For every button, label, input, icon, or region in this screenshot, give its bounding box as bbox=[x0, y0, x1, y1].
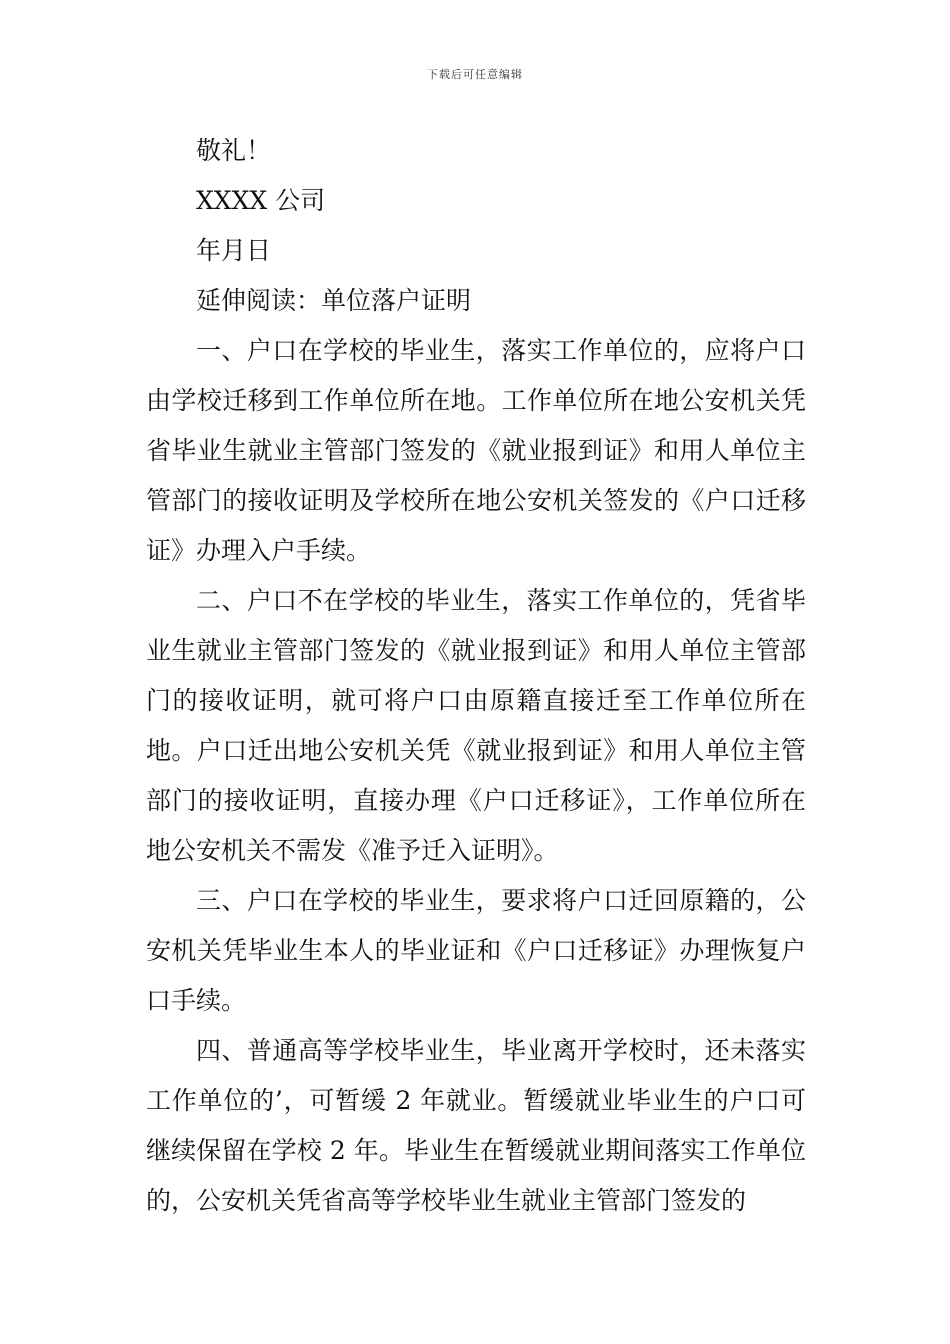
paragraph-3: 三、户口在学校的毕业生，要求将户口迁回原籍的，公安机关凭毕业生本人的毕业证和《户口迁移证》办理恢复户口手续。 bbox=[146, 886, 806, 1015]
document-body bbox=[146, 126, 806, 1226]
extended-reading-title: 延伸阅读：单位落户证明 bbox=[196, 286, 472, 315]
salutation: 敬礼！ bbox=[196, 136, 272, 165]
company-name: XXXX 公司 bbox=[196, 186, 326, 215]
header-note: 下载后可任意编辑 bbox=[427, 68, 523, 81]
paragraph-2: 二、户口不在学校的毕业生，落实工作单位的，凭省毕业生就业主管部门签发的《就业报到证》和用人单位主管部门的接收证明，就可将户口由原籍直接迁至工作单位所在地。户口迁出地公安机关凭《就业报到证》和用人单位主管部门的接收证明，直接办理《户口迁移证》，工作单位所在地公安机关不需发《准予迁入证明》。 bbox=[146, 586, 806, 865]
paragraph-1: 一、户口在学校的毕业生，落实工作单位的，应将户口由学校迁移到工作单位所在地。工作单位所在地公安机关凭省毕业生就业主管部门签发的《就业报到证》和用人单位主管部门的接收证明及学校所在地公安机关签发的《户口迁移证》办理入户手续。 bbox=[146, 336, 806, 565]
date-line: 年月日 bbox=[196, 236, 272, 265]
paragraph-4: 四、普通高等学校毕业生，毕业离开学校时，还未落实工作单位的’，可暂缓 2 年就业。暂缓就业毕业生的户口可继续保留在学校 2 年。毕业生在暂缓就业期间落实工作单位的，公安机关凭省高等学校毕业生就业主管部门签发的 bbox=[146, 1036, 806, 1215]
